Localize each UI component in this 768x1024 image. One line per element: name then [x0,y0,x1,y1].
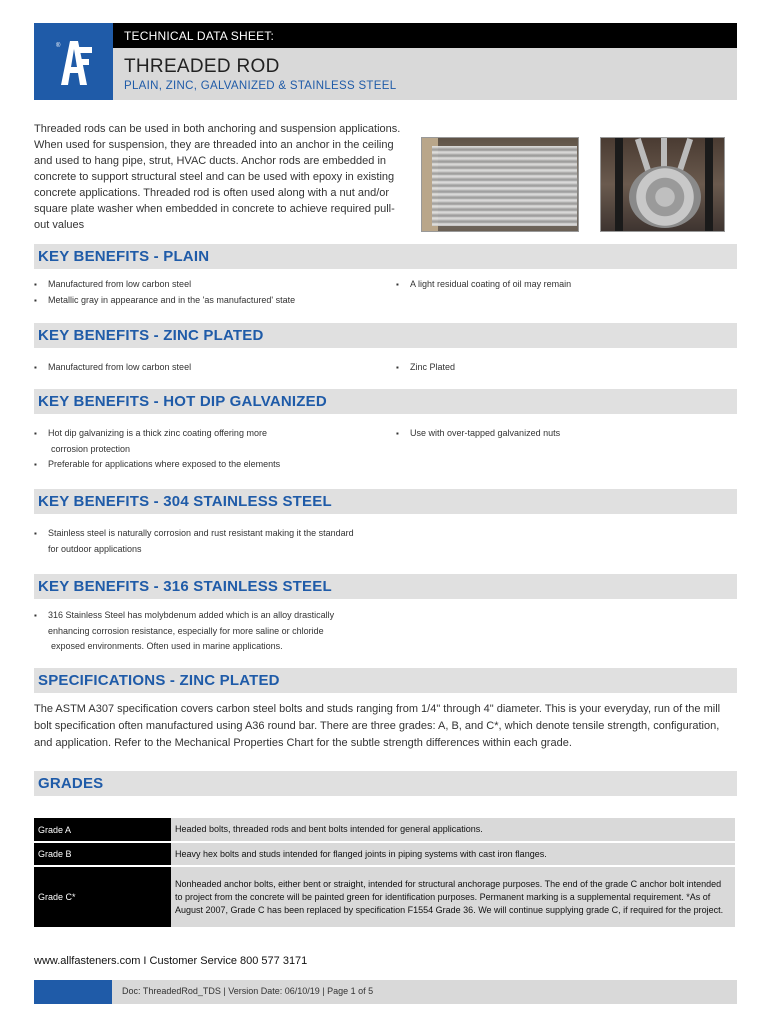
footer-accent-block [34,980,112,1004]
grade-description: Heavy hex bolts and studs intended for flanged joints in piping systems with cast iron flanges. [171,843,735,865]
specification-paragraph: The ASTM A307 specification covers carbon steel bolts and studs ranging from 1/4" through 4" diameter. This is your everyday, run of the mill bolt specification often manufactured using A36 round bar. There are three grades: A, B, and C*, which denote tensile strength, configuration, and application. Refer to the Mechanical Properties Chart for the subtle strength differences within each grade. [34,703,721,749]
zinc-benefits-right [396,360,736,376]
svg-text:®: ® [56,43,61,49]
list-item [34,426,384,457]
section-heading-304-stainless: KEY BENEFITS - 304 STAINLESS STEEL [34,489,737,514]
threaded-rods-photo [421,137,579,232]
list-item: ▪ Manufactured from low carbon steel [34,360,384,376]
list-item-line: enhancing corrosion resistance, especially for more saline or chloride [48,625,324,636]
table-row [34,843,735,865]
company-logo [34,23,113,100]
grade-name: Grade C* [34,867,171,927]
grade-name: Grade A [34,818,171,841]
table-row [34,867,735,927]
ss316-benefits [34,608,404,655]
list-item: ▪ Preferable for applications where exposed to the elements [34,457,384,473]
list-item: ▪ Manufactured from low carbon steel [34,277,384,293]
grade-description: Headed bolts, threaded rods and bent bolts intended for general applications. [171,818,735,841]
section-heading-316-stainless: KEY BENEFITS - 316 STAINLESS STEEL [34,574,737,599]
zinc-benefits-left [34,360,384,376]
page-title: THREADED ROD [124,56,280,77]
list-item: ▪ Zinc Plated [396,360,736,376]
list-item-line: for outdoor applications [48,543,142,554]
list-item-line: exposed environments. Often used in marine applications. [51,641,283,651]
section-heading-plain: KEY BENEFITS - PLAIN [34,244,737,269]
table-row [34,818,735,841]
grade-description: Nonheaded anchor bolts, either bent or straight, intended for structural anchorage purposes. The end of the grade C anchor bolt intended to project from the concrete will be painted green for identification purposes. Permanent marking is a supplemental requirement. *As of August 2007, Grade C has been replaced by specification F1554 Grade 36. We will continue supplying grade C, if required for the project. [171,867,735,927]
list-item [34,608,404,655]
grades-table [34,816,735,929]
footer-doc-info: Doc: ThreadedRod_TDS | Version Date: 06/10/19 | Page 1 of 5 [112,980,737,1004]
list-item: ▪ Use with over-tapped galvanized nuts [396,426,736,442]
section-heading-zinc: KEY BENEFITS - ZINC PLATED [34,323,737,348]
list-item-line: 316 Stainless Steel has molybdenum added which is an alloy drastically [48,610,335,620]
title-band [113,48,737,100]
grade-name: Grade B [34,843,171,865]
af-logo-icon [34,23,113,100]
section-heading-grades: GRADES [34,771,737,796]
galvanized-benefits-right [396,426,736,442]
plain-benefits-left [34,277,384,308]
section-heading-specifications: SPECIFICATIONS - ZINC PLATED [34,668,737,693]
ss304-benefits [34,526,404,557]
page-subtitle: PLAIN, ZINC, GALVANIZED & STAINLESS STEEL [124,80,397,92]
footer-contact: www.allfasteners.com I Customer Service 800 577 3171 [34,955,308,967]
list-item: ▪ A light residual coating of oil may remain [396,277,736,293]
list-item-line: Stainless steel is naturally corrosion and rust resistant making it the standard [48,528,354,538]
list-item [34,526,404,557]
section-heading-galvanized: KEY BENEFITS - HOT DIP GALVANIZED [34,389,737,414]
list-item: ▪ Metallic gray in appearance and in the 'as manufactured' state [34,293,384,309]
list-item-line: corrosion protection [51,443,131,454]
intro-paragraph: Threaded rods can be used in both anchoring and suspension applications. When used for suspension, they are threaded into an anchor in the ceiling and used to hang pipe, strut, HVAC ducts. Anchor rods are embedded in concrete to support structural steel and can be used with epoxy in existing concrete applications. Threaded rod is often used along with a nut and/or square plate washer when embedded in concrete to achieve required pull-out values [34,123,401,231]
document-type-label: TECHNICAL DATA SHEET: [113,23,737,48]
galvanized-benefits-left [34,426,384,473]
plain-benefits-right [396,277,736,293]
rod-bundle-photo [600,137,725,232]
list-item-line: Hot dip galvanizing is a thick zinc coating offering more [48,428,267,438]
